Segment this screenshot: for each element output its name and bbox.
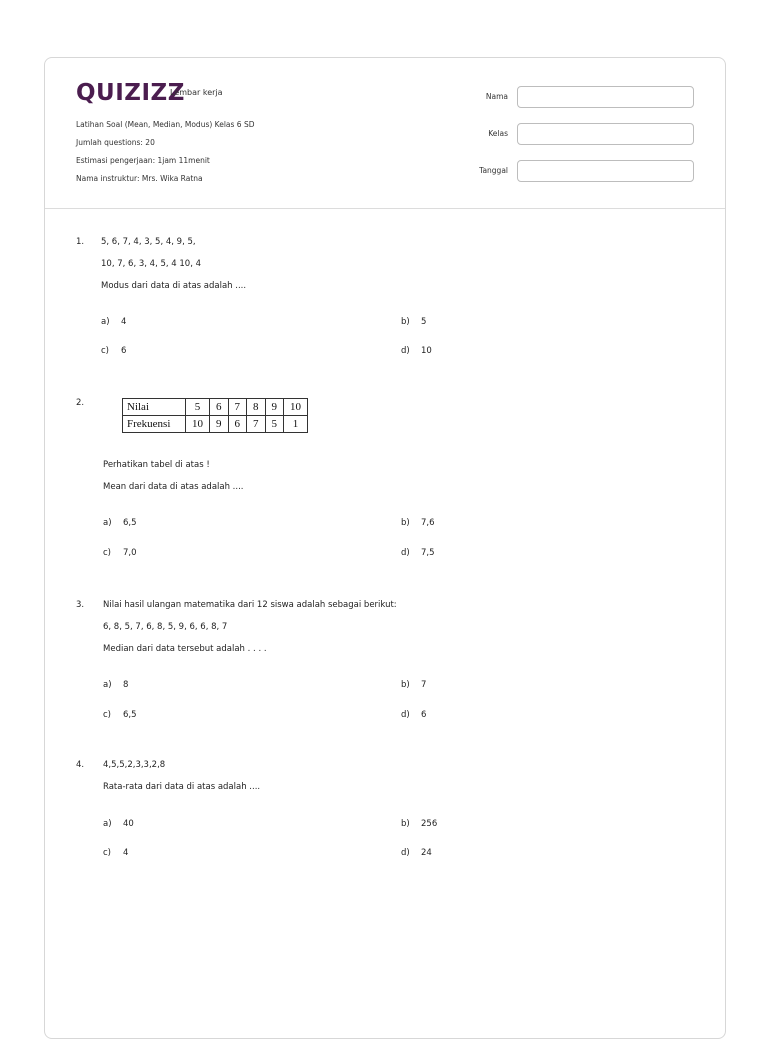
worksheet-subtitle: Lembar kerja [170,88,223,97]
option-a[interactable] [103,680,128,690]
option-text: 40 [123,819,134,829]
question-prompt: Modus dari data di atas adalah .... [101,281,247,291]
option-letter: c) [101,346,109,356]
question-prompt: Rata-rata dari data di atas adalah .... [103,782,261,792]
time-estimate: Estimasi pengerjaan: 1jam 11menit [76,156,210,165]
question-prompt: Median dari data tersebut adalah . . . . [103,644,267,654]
option-letter: d) [401,710,410,720]
table-cell: 6 [228,416,247,433]
table-cell: Nilai [123,399,186,416]
date-label: Tanggal [479,166,508,175]
option-c[interactable] [103,548,137,558]
option-b[interactable] [401,819,437,829]
table-cell: 8 [247,399,266,416]
option-text: 8 [123,680,129,690]
worksheet-title: Latihan Soal (Mean, Median, Modus) Kelas 6 SD [76,120,255,129]
question-text: Nilai hasil ulangan matematika dari 12 siswa adalah sebagai berikut: [103,600,397,610]
question-text: 5, 6, 7, 4, 3, 5, 4, 9, 5, [101,237,196,247]
option-d[interactable] [401,848,432,858]
table-cell: 10 [186,416,210,433]
option-d[interactable] [401,346,432,356]
option-text: 5 [421,317,427,327]
name-label: Nama [485,92,508,101]
quizizz-logo: QUIZIZZ [76,80,185,106]
option-letter: d) [401,548,410,558]
question-text: 4,5,5,2,3,3,2,8 [103,760,166,770]
option-b[interactable] [401,317,426,327]
option-a[interactable] [103,819,134,829]
option-text: 6,5 [123,710,137,720]
class-label: Kelas [488,129,508,138]
option-text: 6,5 [123,518,137,528]
option-b[interactable] [401,518,435,528]
option-a[interactable] [101,317,126,327]
table-cell: 6 [210,399,229,416]
table-row [123,399,308,416]
option-text: 10 [421,346,432,356]
option-letter: d) [401,346,410,356]
option-letter: a) [103,680,112,690]
question-number: 2. [76,398,85,408]
question-text: Perhatikan tabel di atas ! [103,460,210,470]
worksheet [44,57,726,1039]
table-cell: 7 [247,416,266,433]
option-letter: a) [103,819,112,829]
option-text: 6 [121,346,127,356]
table-cell: 7 [228,399,247,416]
option-b[interactable] [401,680,426,690]
class-field[interactable] [517,123,694,145]
option-c[interactable] [101,346,126,356]
question-text: 10, 7, 6, 3, 4, 5, 4 10, 4 [101,259,202,269]
worksheet-header [45,58,725,209]
option-text: 7,0 [123,548,137,558]
question-prompt: Mean dari data di atas adalah .... [103,482,244,492]
question-count: Jumlah questions: 20 [76,138,155,147]
question-text: 6, 8, 5, 7, 6, 8, 5, 9, 6, 6, 8, 7 [103,622,228,632]
table-cell: 5 [265,416,284,433]
option-text: 4 [123,848,129,858]
option-text: 24 [421,848,432,858]
option-c[interactable] [103,848,128,858]
option-text: 7 [421,680,427,690]
table-cell: 5 [186,399,210,416]
table-cell: 9 [210,416,229,433]
table-cell: 10 [284,399,308,416]
option-text: 6 [421,710,427,720]
table-row [123,416,308,433]
option-text: 7,6 [421,518,435,528]
option-c[interactable] [103,710,137,720]
option-letter: b) [401,680,410,690]
option-letter: d) [401,848,410,858]
frequency-table [122,398,308,433]
option-letter: a) [103,518,112,528]
question-number: 1. [76,237,85,247]
table-cell: Frekuensi [123,416,186,433]
date-field[interactable] [517,160,694,182]
option-letter: b) [401,317,410,327]
option-letter: c) [103,548,111,558]
option-text: 7,5 [421,548,435,558]
question-number: 4. [76,760,85,770]
option-letter: c) [103,710,111,720]
table-cell: 1 [284,416,308,433]
option-letter: b) [401,518,410,528]
option-text: 256 [421,819,438,829]
option-letter: c) [103,848,111,858]
option-letter: b) [401,819,410,829]
question-number: 3. [76,600,85,610]
name-field[interactable] [517,86,694,108]
option-letter: a) [101,317,110,327]
table-cell: 9 [265,399,284,416]
option-d[interactable] [401,548,435,558]
option-a[interactable] [103,518,137,528]
instructor-name: Nama instruktur: Mrs. Wika Ratna [76,174,203,183]
option-text: 4 [121,317,127,327]
option-d[interactable] [401,710,426,720]
